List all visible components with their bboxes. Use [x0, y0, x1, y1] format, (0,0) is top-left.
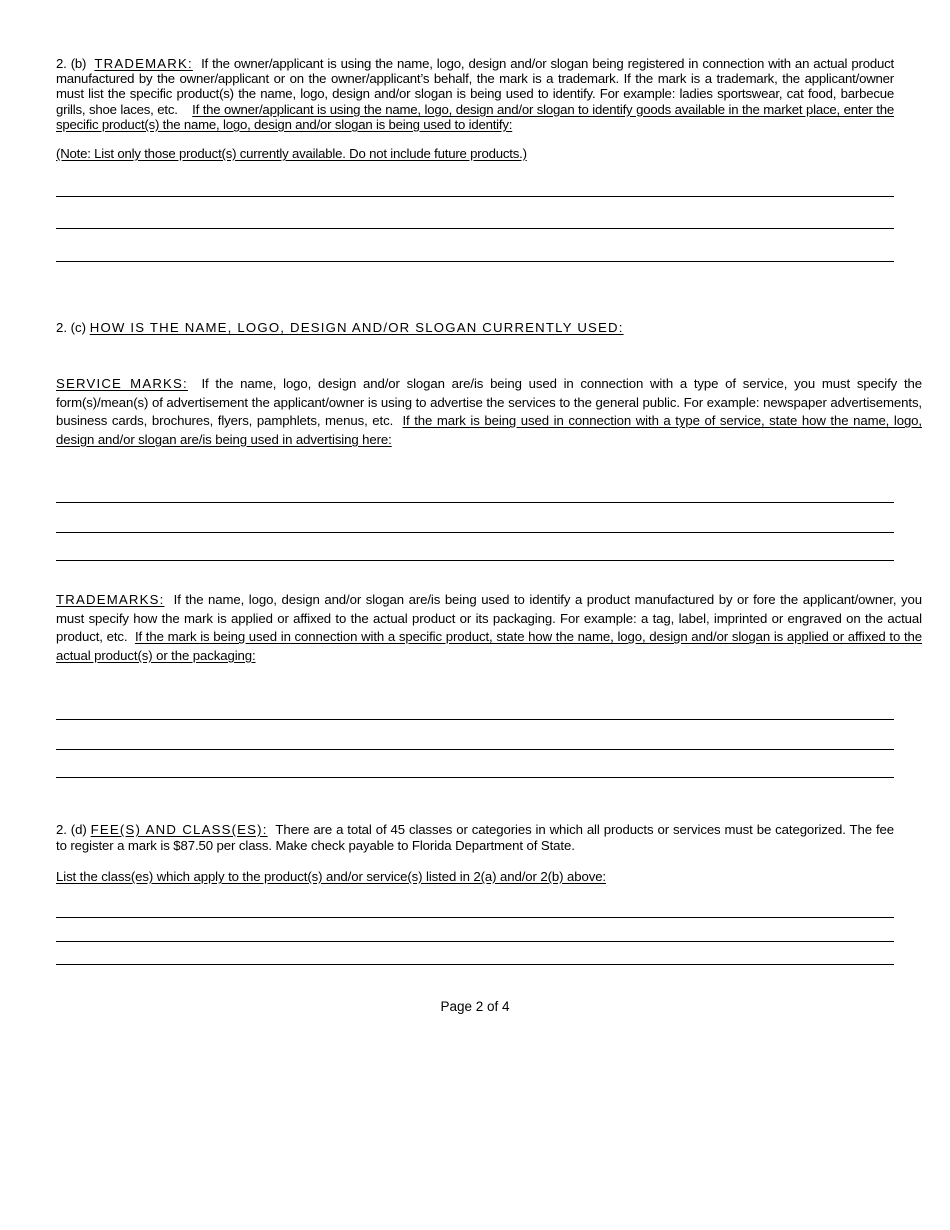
trademarks-usage-answer-line-3[interactable] — [56, 777, 894, 778]
service-marks-paragraph — [56, 375, 922, 449]
trademarks-usage-instruction: If the mark is being used in connection with a specific product, state how the name, logo, design and/or slogan is applied or affixed to the actual product(s) or the packaging: — [56, 629, 922, 663]
section-b-heading: TRADEMARK: — [94, 56, 193, 71]
service-marks-answer-line-2[interactable] — [56, 532, 894, 533]
section-d-answer-line-3[interactable] — [56, 964, 894, 965]
section-b-answer-line-1[interactable] — [56, 196, 894, 197]
trademarks-usage-heading: TRADEMARKS: — [56, 592, 165, 607]
trademarks-usage-answer-line-2[interactable] — [56, 749, 894, 750]
service-marks-instruction: If the mark is being used in connection with a type of service, state how the name, logo, design and/or slogan are/is being used in advertising here: — [56, 413, 922, 447]
section-c-number: 2. (c) — [56, 320, 87, 335]
service-marks-heading: SERVICE MARKS: — [56, 376, 188, 391]
section-b-trademark-paragraph — [56, 56, 894, 132]
section-d-answer-line-1[interactable] — [56, 917, 894, 918]
section-d-answer-line-2[interactable] — [56, 941, 894, 942]
section-b-answer-line-3[interactable] — [56, 261, 894, 262]
section-b-instruction: If the owner/applicant is using the name, logo, design and/or slogan to identify goods available in the market place, enter the specific product(s) the name, logo, design and/or slogan is being used to identify: — [56, 101, 895, 132]
section-d-text: There are a total of 45 classes or categories in which all products or services must be categorized. The fee to register a mark is $87.50 per class. Make check payable to Florida Department of State. — [56, 822, 895, 853]
page-number: Page 2 of 4 — [440, 999, 510, 1014]
section-b-intro: If the owner/applicant is using the name, logo, design and/or slogan being registered in connection with an actual product manufactured by the owner/applicant or on the owner/applicant’s behalf, the mark is a trademark. If the mark is a trademark, the applicant/owner must list the specific product(s) the name, logo, design and/or slogan is being used to identify. For example: ladies sportswear, cat food, barbecue grills, shoe laces, etc. — [56, 56, 894, 117]
section-d-heading: FEE(S) AND CLASS(ES): — [90, 822, 268, 837]
section-b-number: 2. (b) — [56, 56, 87, 71]
trademarks-usage-paragraph — [56, 591, 922, 665]
section-d-instruction: List the class(es) which apply to the product(s) and/or service(s) listed in 2(a) and/or 2(b) above: — [56, 869, 606, 884]
service-marks-answer-line-1[interactable] — [56, 502, 894, 503]
service-marks-intro: If the name, logo, design and/or slogan are/is being used in connection with a type of service, you must specify the form(s)/mean(s) of advertisement the applicant/owner is using to advertise the services to the general public. For example: newspaper advertisements, business cards, brochures, flyers, pamphlets, menus, etc. — [56, 376, 922, 429]
section-b-note: (Note: List only those product(s) currently available. Do not include future products.) — [56, 146, 527, 161]
section-c-title — [56, 320, 894, 336]
service-marks-answer-line-3[interactable] — [56, 560, 894, 561]
section-c-heading: HOW IS THE NAME, LOGO, DESIGN AND/OR SLOGAN CURRENTLY USED: — [89, 320, 624, 335]
trademarks-usage-answer-line-1[interactable] — [56, 719, 894, 720]
trademarks-usage-intro: If the name, logo, design and/or slogan are/is being used to identify a product manufactured by or fore the applicant/owner, you must specify how the mark is applied or affixed to the actual product or its packaging. For example: a tag, label, imprinted or engraved on the actual product, etc. — [56, 592, 922, 645]
section-d-fees-paragraph — [56, 822, 894, 854]
section-d-number: 2. (d) — [56, 822, 87, 837]
section-b-answer-line-2[interactable] — [56, 228, 894, 229]
